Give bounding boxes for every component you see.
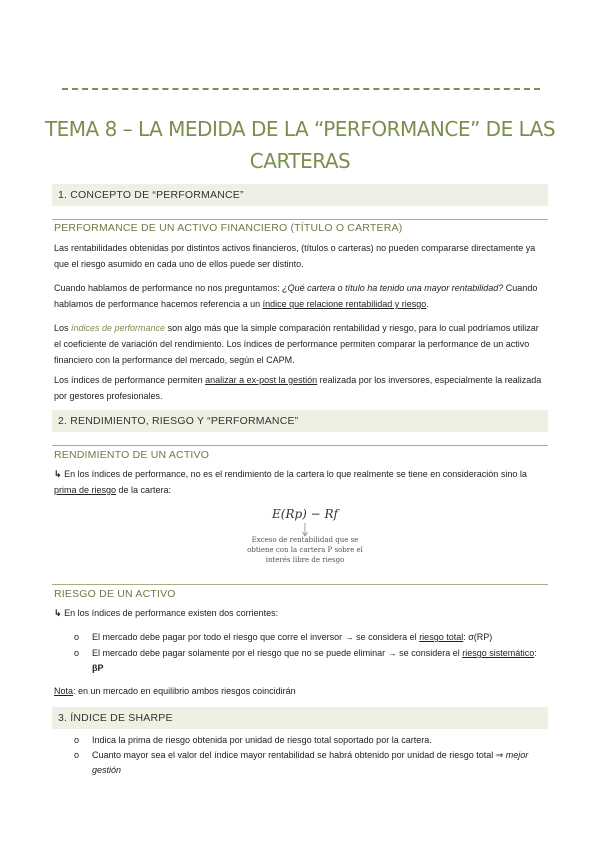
paragraph	[54, 372, 548, 404]
list-item-text	[92, 748, 544, 778]
paragraph: Las rentabilidades obtenidas por distintos activos financieros, (títulos o carteras) no pueden compararse directamente ya que el riesgo asumido en cada uno de ellos puede ser distinto.	[54, 243, 536, 269]
bullet-icon: o	[74, 632, 80, 642]
text: El mercado debe pagar solamente por el riesgo que no se puede eliminar → se considera el	[92, 648, 463, 658]
subheading-rule	[52, 219, 548, 220]
section-2-heading: 2. RENDIMIENTO, RIESGO Y “PERFORMANCE”	[52, 410, 548, 432]
paragraph	[54, 466, 548, 498]
text: .	[426, 299, 429, 309]
list-item-text	[92, 630, 544, 645]
text: son algo más que la simple comparación rentabilidad y riesgo, para lo cual podríamos utilizar el coeficiente de variación del rendimiento. Los índices de performance permiten comparar la performance de un activo financiero con la performance del mercado, según el CAPM.	[54, 323, 539, 365]
dashed-divider	[62, 88, 540, 90]
underlined-text: riesgo sistemático	[462, 648, 535, 658]
subheading-riesgo: RIESGO DE UN ACTIVO	[54, 588, 176, 600]
section-1-heading: 1. CONCEPTO DE “PERFORMANCE”	[52, 184, 548, 206]
paragraph	[54, 320, 548, 368]
question-text: ¿Qué cartera o título ha tenido una mayor rentabilidad?	[282, 283, 504, 293]
underlined-text: riesgo total	[419, 632, 464, 642]
text: realizada por los inversores, especialmente la realizada por gestores profesionales.	[54, 375, 542, 401]
formula-note: Exceso de rentabilidad que se obtiene con la cartera P sobre el interés libre de riesgo	[247, 536, 363, 564]
text: :	[534, 648, 537, 658]
underlined-text: índice que relacione rentabilidad y riesgo	[262, 299, 427, 309]
subheading-rule	[52, 584, 548, 585]
formula-figure	[240, 505, 370, 571]
text: : en un mercado en equilibrio ambos riesgos coincidirán	[73, 686, 296, 696]
italic-text: mejor gestión	[92, 750, 529, 775]
text: Cuando hablamos de performance no nos preguntamos:	[54, 283, 283, 293]
text: El mercado debe pagar por todo el riesgo que corre el inversor → se considera el	[92, 632, 420, 642]
paragraph	[54, 605, 548, 621]
paragraph	[54, 280, 548, 312]
text: de la cartera:	[116, 485, 172, 495]
text: Los índices de performance permiten	[54, 375, 206, 385]
arrow-icon: ↳	[54, 469, 62, 479]
page-title-line2: CARTERAS	[249, 149, 351, 173]
text: Cuando hablamos de performance hacemos referencia a un	[54, 283, 538, 309]
text: En los índices de performance existen dos corrientes:	[64, 608, 279, 618]
subheading-rendimiento: RENDIMIENTO DE UN ACTIVO	[54, 449, 210, 461]
section-3-heading: 3. ÍNDICE DE SHARPE	[52, 707, 548, 729]
arrow-icon: ↳	[54, 608, 62, 618]
highlighted-term: índices de performance	[71, 323, 166, 333]
subheading-rule	[52, 445, 548, 446]
bullet-icon: o	[74, 648, 80, 658]
text: Cuanto mayor sea el valor del índice mayor rentabilidad se habrá obtenido por unidad de riesgo total ⇒	[92, 750, 506, 760]
bullet-icon: o	[74, 750, 80, 760]
text: En los índices de performance, no es el rendimiento de la cartera lo que realmente se tiene en consideración sino la	[64, 469, 527, 479]
beta-symbol: βP	[92, 663, 104, 673]
underlined-text: analizar a ex-post la gestión	[205, 375, 318, 385]
text: Los	[54, 323, 72, 333]
formula-expression: E(Rp) − Rf	[272, 507, 338, 521]
subheading-performance-activo: PERFORMANCE DE UN ACTIVO FINANCIERO (TÍTULO O CARTERA)	[54, 222, 403, 234]
paragraph	[54, 683, 548, 699]
bullet-icon: o	[74, 735, 80, 745]
page-title-line1: TEMA 8 – LA MEDIDA DE LA “PERFORMANCE” DE LAS	[44, 117, 556, 141]
list-item-text: Indica la prima de riesgo obtenida por unidad de riesgo total soportado por la cartera.	[92, 735, 432, 745]
text: : σ(RP)	[463, 632, 493, 642]
list-item-text	[92, 646, 544, 676]
note-label: Nota	[54, 686, 74, 696]
underlined-text: prima de riesgo	[54, 485, 117, 495]
